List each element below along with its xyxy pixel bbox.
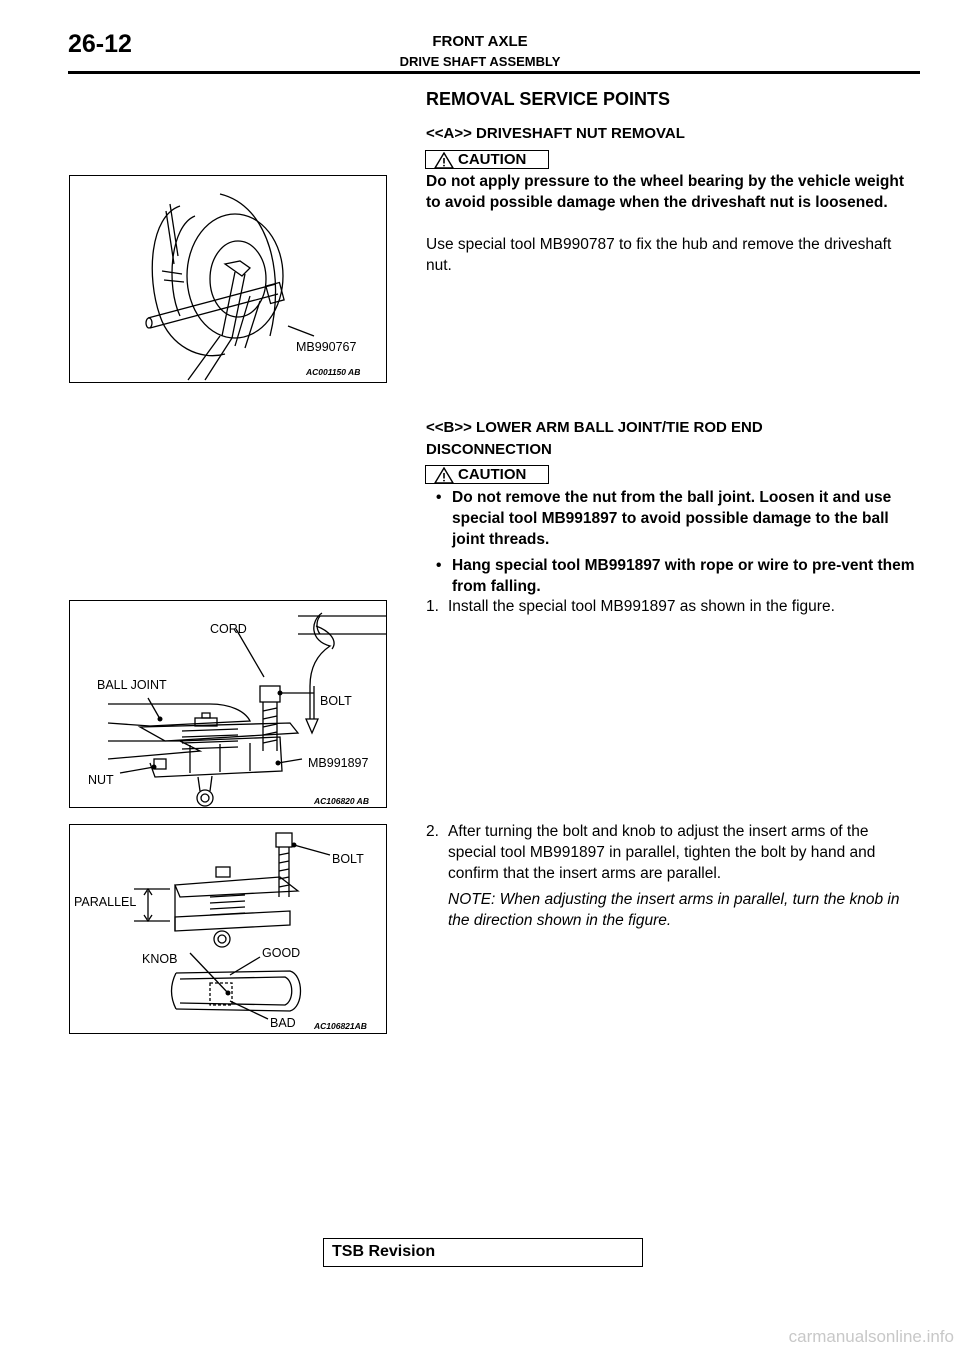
tsb-revision-label: TSB Revision: [332, 1243, 436, 1260]
step-text: Install the special tool MB991897 as shown in the figure.: [448, 598, 835, 615]
figure-label-tool: MB990767: [296, 340, 357, 354]
caution-text: Do not apply pressure to the wheel bearing by the vehicle weight to avoid possible damage when the driveshaft nut is loosened.: [426, 173, 905, 211]
header-rule: [68, 71, 920, 74]
step-number: 1.: [426, 598, 439, 615]
page-number: 26-12: [68, 30, 132, 58]
note-text: NOTE: When adjusting the insert arms in parallel, turn the knob in the direction shown in the figure.: [448, 891, 900, 929]
watermark: [0, 1327, 960, 1347]
step-number: 2.: [426, 823, 439, 840]
caution-label: CAUTION: [458, 151, 527, 168]
step-text: After turning the bolt and knob to adjust the insert arms of the special tool MB991897 in parallel, tighten the bolt by hand and confirm that the insert arms are parallel.: [448, 823, 876, 882]
figure-label-bolt: BOLT: [320, 694, 352, 708]
procedure-b-title-line2: DISCONNECTION: [426, 441, 552, 458]
caution-bullet-text: Do not remove the nut from the ball joint. Loosen it and use special tool MB991897 to avoid possible damage to the ball joint threads.: [452, 489, 892, 548]
caution-label: CAUTION: [458, 466, 527, 483]
figure-insert-arm-adjustment: [69, 824, 387, 1034]
section-title: FRONT AXLE: [432, 33, 528, 50]
figure-code: AC001150 AB: [306, 367, 361, 377]
figure-label-good: GOOD: [262, 946, 301, 960]
figure-label-ball-joint: BALL JOINT: [97, 678, 167, 692]
figure-label-bolt: BOLT: [332, 852, 364, 866]
warning-triangle-icon: [434, 152, 454, 169]
figure-label-nut: NUT: [88, 773, 114, 787]
subsection-title: DRIVE SHAFT ASSEMBLY: [399, 54, 561, 69]
caution-box: [425, 150, 549, 169]
main-heading: REMOVAL SERVICE POINTS: [426, 89, 671, 109]
watermark-text: carmanualsonline.info: [788, 1327, 954, 1346]
figure-driveshaft-nut-removal: [69, 175, 387, 383]
procedure-b-title-line1: <<B>> LOWER ARM BALL JOINT/TIE ROD END: [426, 419, 763, 436]
warning-triangle-icon: [434, 467, 454, 484]
caution-box: [425, 465, 549, 484]
figure-label-parallel: PARALLEL: [74, 895, 137, 909]
figure-code: AC106821AB: [314, 1021, 367, 1031]
tsb-revision-box: [323, 1238, 643, 1267]
figure-label-bad: BAD: [270, 1016, 296, 1030]
figure-label-cord: CORD: [210, 622, 247, 636]
figure-label-knob: KNOB: [142, 952, 178, 966]
figure-code: AC106820 AB: [314, 796, 369, 806]
figure-label-tool: MB991897: [308, 756, 369, 770]
figure-special-tool-installation: [69, 600, 387, 808]
procedure-a-body: Use special tool MB990787 to fix the hub and remove the driveshaft nut.: [426, 236, 892, 274]
procedure-a-title: <<A>> DRIVESHAFT NUT REMOVAL: [426, 125, 685, 142]
caution-bullet-text: Hang special tool MB991897 with rope or wire to pre-vent them from falling.: [452, 557, 915, 595]
